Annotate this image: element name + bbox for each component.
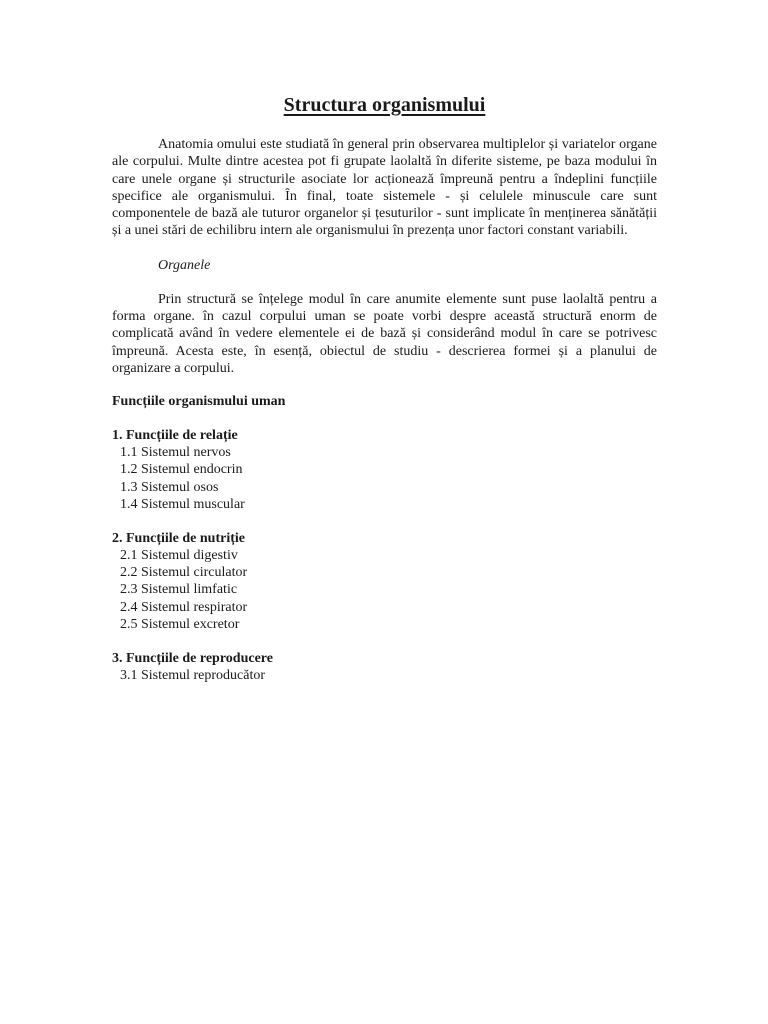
group-list: [112, 444, 657, 513]
group-title: 3. Funcțiile de reproducere: [112, 651, 273, 667]
list-item: 1.4 Sistemul muscular: [120, 496, 245, 512]
list-item: 1.3 Sistemul osos: [120, 479, 219, 495]
document-page: [112, 92, 657, 684]
group-title: 2. Funcțiile de nutriție: [112, 531, 245, 547]
list-item: 2.2 Sistemul circulator: [120, 565, 248, 581]
list-item: 2.4 Sistemul respirator: [120, 599, 248, 615]
group-title: 1. Funcțiile de relație: [112, 428, 238, 444]
intro-paragraph: Anatomia omului este studiată în general prin observarea multiplelor și variatelor organe ale corpului. Multe dintre acestea pot fi grupate laolaltă în diferite sisteme, pe baza modului în care unele organe și structurile asociate lor acționează împreună pentru a îndeplini funcțiile specifice ale organismului. În final, toate sistemele - și celulele minuscule care sunt componentele de bază ale tuturor organelor și țesuturilor - sunt implicate în menținerea sănătății și a unei stări de echilibru intern ale organismului în prezența unor factori constant variabili.: [112, 137, 657, 239]
list-item: 2.5 Sistemul excretor: [120, 616, 240, 632]
functions-heading: Funcțiile organismului uman: [112, 394, 286, 410]
list-item: 1.1 Sistemul nervos: [120, 445, 231, 461]
group-list: [112, 547, 657, 633]
group-list: [112, 667, 657, 684]
list-item: 2.3 Sistemul limfatic: [120, 582, 238, 598]
function-group-relation: [112, 427, 657, 513]
list-item: 1.2 Sistemul endocrin: [120, 462, 243, 478]
function-group-nutrition: [112, 530, 657, 633]
organs-subheading: Organele: [158, 257, 211, 273]
list-item: 2.1 Sistemul digestiv: [120, 548, 238, 564]
document-title: Structura organismului: [283, 94, 486, 116]
function-group-reproduction: [112, 650, 657, 684]
organs-paragraph: Prin structură se înțelege modul în care anumite elemente sunt puse laolaltă pentru a forma organe. în cazul corpului uman se poate vorbi despre această structură enorm de complicată având în vedere elementele ei de bază și considerând modul în care se potrivesc împreună. Acesta este, în esență, obiectul de studiu - descrierea formei și a planului de organizare a corpului.: [112, 291, 657, 376]
list-item: 3.1 Sistemul reproducător: [120, 668, 266, 684]
